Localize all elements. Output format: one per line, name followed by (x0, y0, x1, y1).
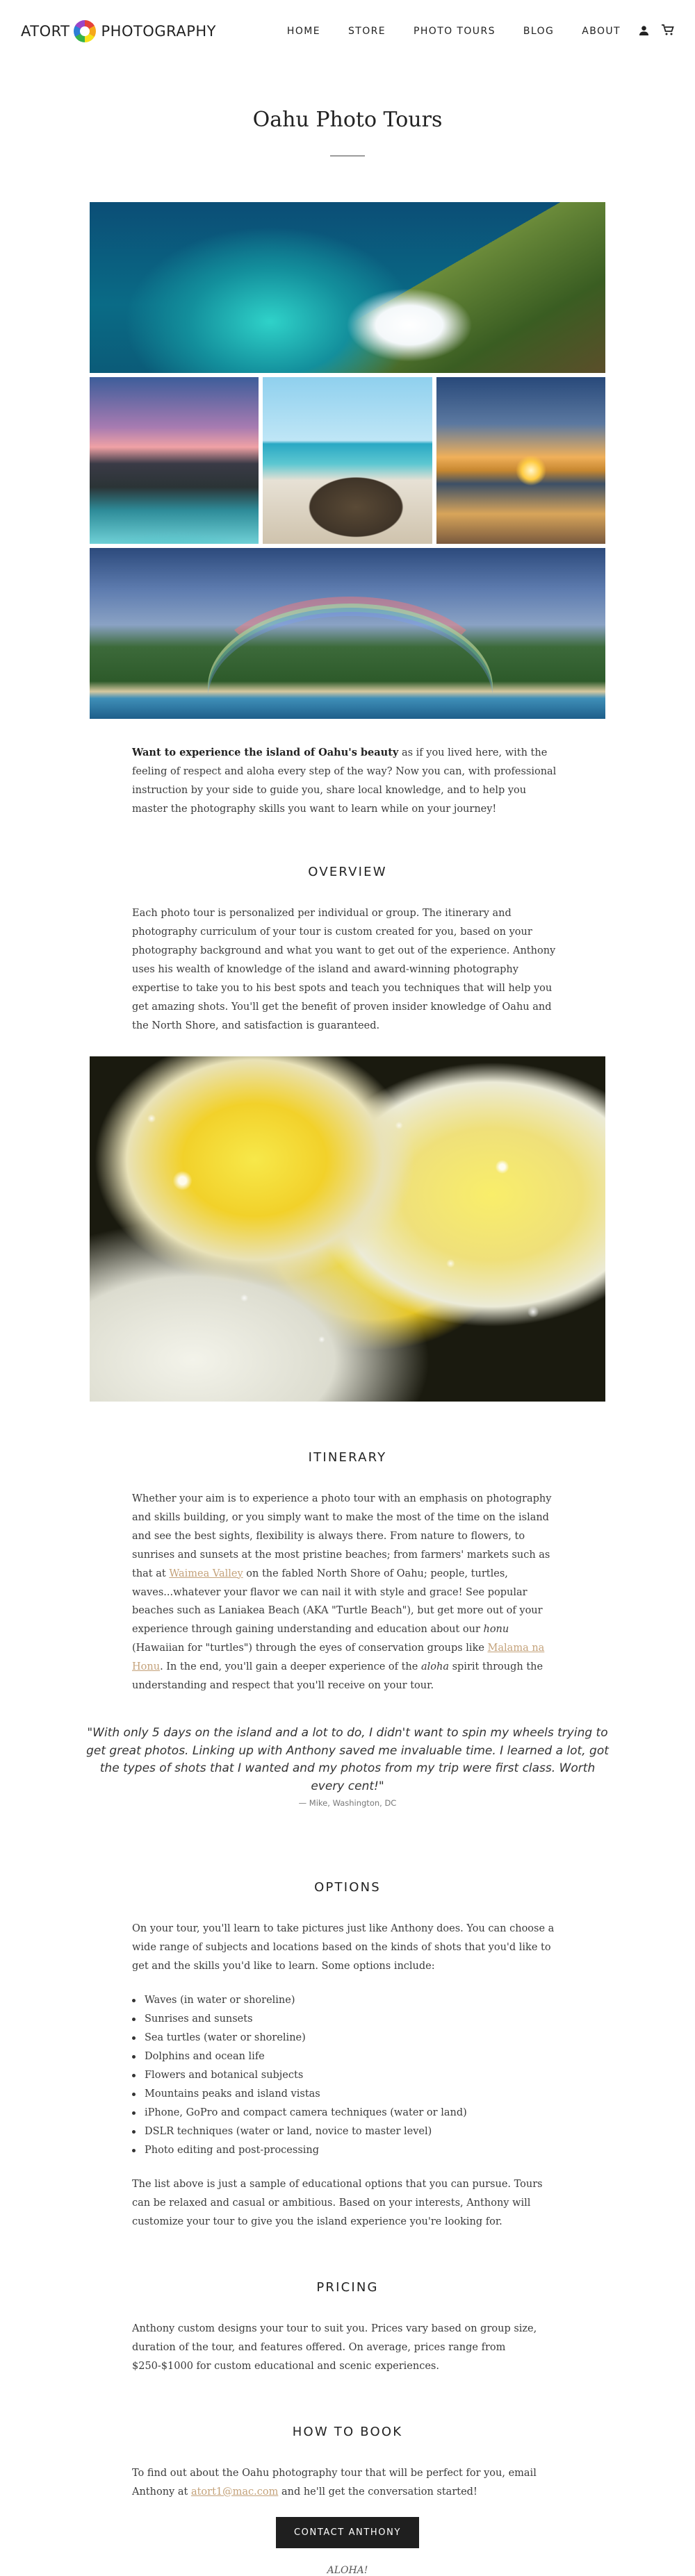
turtle-photo (263, 377, 432, 544)
itinerary-heading: ITINERARY (308, 1449, 387, 1465)
nav-photo-tours[interactable]: PHOTO TOURS (414, 26, 496, 37)
cart-icon[interactable] (662, 24, 674, 38)
list-item: iPhone, GoPro and compact camera techniques (water or land) (132, 2104, 563, 2122)
list-item: Sunrises and sunsets (132, 2010, 563, 2029)
rainbow-photo (90, 548, 605, 719)
logo-text-right: PHOTOGRAPHY (101, 23, 216, 40)
list-item: Mountains peaks and island vistas (132, 2085, 563, 2104)
user-icon[interactable] (639, 25, 649, 38)
email-link[interactable]: atort1@mac.com (190, 2486, 279, 2498)
site-logo[interactable] (21, 20, 216, 42)
logo-text-left: ATORT (21, 23, 70, 40)
list-item: Photo editing and post-processing (132, 2141, 563, 2160)
waimea-valley-link[interactable]: Waimea Valley (169, 1568, 243, 1579)
nav-store[interactable]: STORE (348, 26, 386, 37)
itinerary-text-4: . In the end, you'll gain a deeper experience of the (160, 1661, 421, 1673)
list-item: Dolphins and ocean life (132, 2047, 563, 2066)
pricing-heading: PRICING (316, 2279, 379, 2295)
options-list (132, 1991, 563, 2160)
hero-wave-photo (90, 202, 605, 373)
itinerary-text-2: on the fabled North Shore of Oahu; people, turtles, waves...whatever your flavor we can nail it with style and grace! See popular beaches such as Laniakea Beach (AKA "Turtle Beach"), but get more out of your experience through gaining understanding and education about our (132, 1568, 543, 1636)
nav-home[interactable]: HOME (286, 26, 320, 37)
intro-rest: as if you lived here, with the feeling of respect and aloha every step of the way? Now you can, with professional instruction by your side to guide you, share local knowledge, and to help you master the photography skills you want to learn while on your journey! (132, 747, 557, 815)
overview-heading: OVERVIEW (308, 864, 387, 879)
pricing-paragraph: Anthony custom designs your tour to suit you. Prices vary based on group size, duration of the tour, and features offered. On average, prices range from $250-$1000 for custom educational and scenic experiences. (132, 2322, 537, 2372)
testimonial-quote: "With only 5 days on the island and a lot to do, I didn't want to spin my wheels trying to get great photos. Linking up with Anthony saved me invaluable time. I learned a lot, got the types of shots that I wanted and my photos from my trip were first class. Worth every cent!" (86, 1726, 609, 1793)
intro-bold: Want to experience the island of Oahu's beauty (132, 747, 399, 758)
options-outro: The list above is just a sample of educational options that you can pursue. Tours can be relaxed and casual or ambitious. Based on your interests, Anthony will customize your tour to give you the island experience you're looking for. (132, 2178, 543, 2227)
sunset-photo (436, 377, 605, 544)
options-intro: On your tour, you'll learn to take pictures just like Anthony does. You can choose a wide range of subjects and locations based on the kinds of shots that you'd like to get and the skills you'd like to learn. Some options include: (132, 1923, 555, 1972)
aperture-logo-icon (74, 20, 96, 42)
nav-blog[interactable]: BLOG (523, 26, 555, 37)
photo-gallery (90, 202, 605, 719)
page-title: Oahu Photo Tours (252, 108, 443, 132)
overview-paragraph: Each photo tour is personalized per individual or group. The itinerary and photography curriculum of your tour is custom created for you, based on your photography background and what you want to get out of the experience. Anthony uses his wealth of knowledge of the island and award-winning photography expertise to take you to his best spots and teach you techniques that will help you get amazing shots. You'll get the benefit of proven insider knowledge of Oahu and the North Shore, and satisfaction is guaranteed. (132, 907, 556, 1031)
nav-about[interactable]: ABOUT (582, 26, 621, 37)
plumeria-photo (90, 1056, 605, 1402)
itinerary-text-5: spirit through the understanding and respect that you'll receive on your tour. (132, 1661, 543, 1692)
list-item: DSLR techniques (water or land, novice to master level) (132, 2122, 563, 2141)
honu-word: honu (483, 1624, 509, 1636)
how-to-book-heading: HOW TO BOOK (292, 2424, 403, 2439)
main-nav (259, 24, 674, 38)
itinerary-text-1: Whether your aim is to experience a photo tour with an emphasis on photography and skills building, or you simply want to make the most of the time on the island and see the best sights, flexibility is always there. From nature to flowers, to sunrises and sunsets at the most pristine beaches; from farmers' markets such as that at (132, 1493, 552, 1579)
booking-paragraph (132, 2464, 563, 2502)
aloha-word: aloha (420, 1661, 449, 1673)
list-item: Waves (in water or shoreline) (132, 1991, 563, 2010)
contact-anthony-button[interactable]: CONTACT ANTHONY (276, 2517, 419, 2548)
intro-paragraph (132, 744, 563, 819)
itinerary-text-3: (Hawaiian for "turtles") through the eyes of conservation groups like (132, 1643, 488, 1654)
contact-button-wrap (0, 2517, 695, 2548)
aloha-signoff: ALOHA! (327, 2564, 368, 2576)
tide-pool-photo (90, 377, 259, 544)
list-item: Flowers and botanical subjects (132, 2066, 563, 2085)
testimonial-attribution: — Mike, Washington, DC (298, 1798, 397, 1809)
booking-text-1: To find out about the Oahu photography tour that will be perfect for you, email Anthony at (132, 2467, 537, 2498)
list-item: Sea turtles (water or shoreline) (132, 2029, 563, 2047)
itinerary-paragraph (132, 1490, 563, 1696)
site-header (0, 0, 695, 63)
options-heading: OPTIONS (314, 1880, 381, 1895)
booking-text-2: and he'll get the conversation started! (278, 2486, 477, 2498)
malama-na-honu-link[interactable]: Malama na Honu (132, 1643, 545, 1673)
